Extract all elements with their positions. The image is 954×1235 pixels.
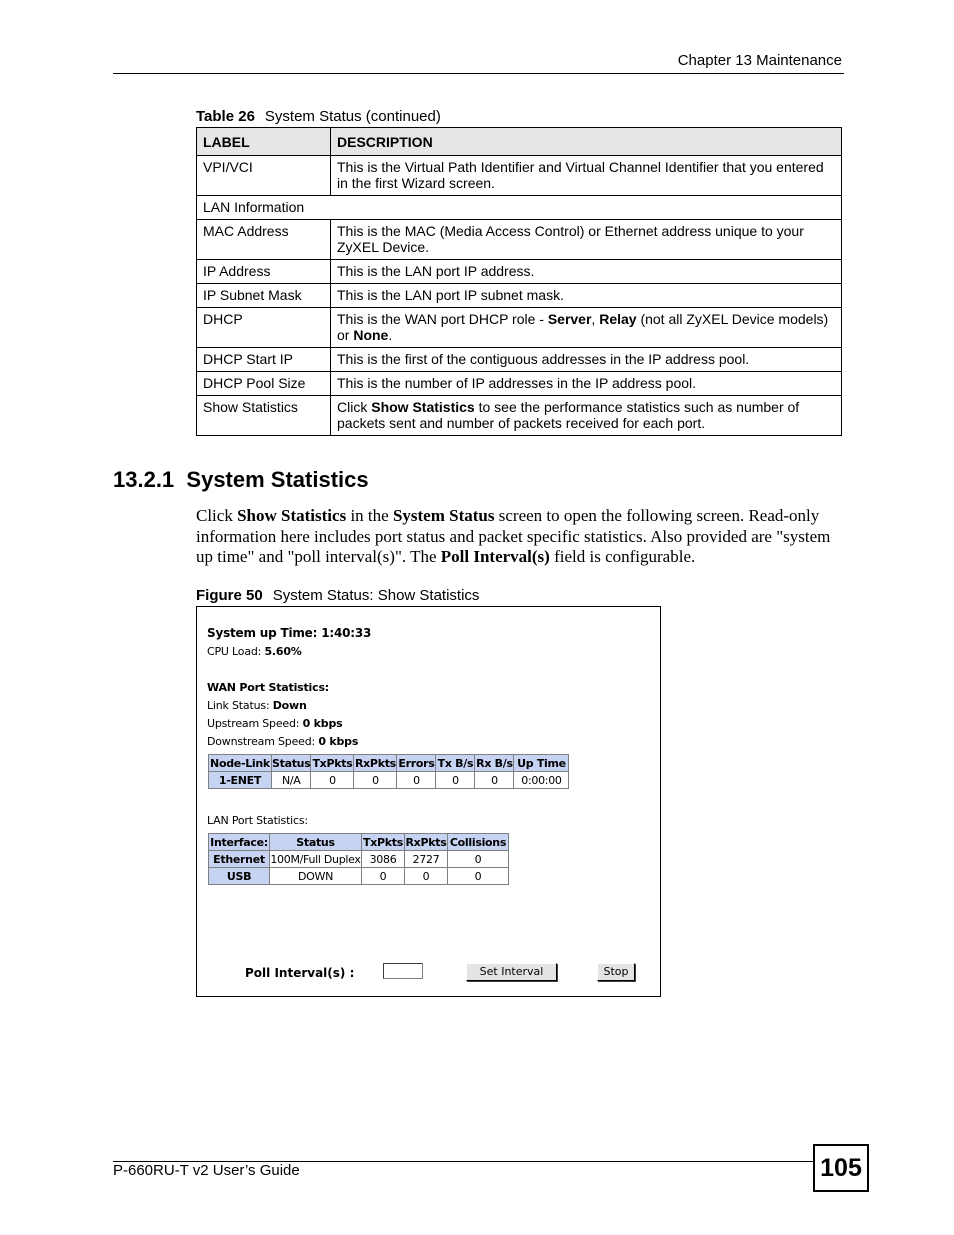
- row-description: This is the LAN port IP address.: [331, 260, 842, 284]
- figure-caption-number: Figure 50: [196, 587, 263, 604]
- desc-bold: Show Statistics: [371, 399, 475, 415]
- wan-col-header: RxPkts: [354, 756, 396, 770]
- desc-text: Click: [337, 399, 372, 415]
- table-caption: [196, 108, 441, 125]
- wan-col-header: Tx B/s: [437, 756, 474, 770]
- link-value: Down: [272, 699, 307, 712]
- table-row: [197, 196, 842, 220]
- wan-cell: N/A: [272, 772, 311, 789]
- lan-col-header: RxPkts: [405, 835, 447, 849]
- poll-interval-input[interactable]: [383, 963, 423, 979]
- table-caption-text: System Status (continued): [264, 108, 441, 125]
- table-row: [209, 868, 509, 885]
- para-text: screen to open the following screen. Read-only information here includes port status and packet specific statistics. Also provided are "system up time" and "poll interval(s)". The: [196, 506, 831, 566]
- wan-title: [207, 681, 329, 694]
- downstream-line: [207, 735, 358, 748]
- row-description: This is the first of the contiguous addresses in the IP address pool.: [331, 348, 842, 372]
- row-label: IP Address: [197, 260, 331, 284]
- footer-guide-title: P-660RU-T v2 User’s Guide: [113, 1162, 300, 1179]
- section-paragraph: [196, 506, 844, 568]
- row-description: This is the MAC (Media Access Control) or Ethernet address unique to your ZyXEL Device.: [331, 220, 842, 260]
- downstream-label: Downstream Speed:: [207, 735, 316, 748]
- wan-col-header: Rx B/s: [476, 756, 513, 770]
- section-title: System Statistics: [186, 467, 369, 492]
- row-description: [331, 396, 842, 436]
- table-row: [197, 348, 842, 372]
- lan-col-header: Collisions: [448, 834, 509, 851]
- desc-bold: Relay: [599, 311, 637, 327]
- row-label: DHCP Pool Size: [197, 372, 331, 396]
- label-header: LABEL: [197, 128, 331, 156]
- wan-col-header: Errors: [398, 756, 435, 770]
- figure-caption: [196, 587, 479, 604]
- upstream-label: Upstream Speed:: [207, 717, 300, 730]
- set-interval-button[interactable]: Set Interval: [466, 963, 557, 981]
- table-row: [209, 772, 569, 789]
- table-row: [197, 308, 842, 348]
- table-caption-number: Table 26: [196, 108, 255, 125]
- lan-col-header: TxPkts: [363, 835, 403, 849]
- lan-col-header: Status: [270, 834, 362, 851]
- uptime-value: 1:40:33: [321, 626, 372, 640]
- row-description: [331, 308, 842, 348]
- para-bold: Show Statistics: [237, 506, 347, 525]
- uptime-label: System up Time:: [207, 626, 318, 640]
- table-row: [197, 260, 842, 284]
- lan-title: LAN Port Statistics:: [207, 814, 308, 827]
- wan-cell: 0:00:00: [514, 772, 569, 789]
- desc-text: .: [388, 327, 393, 343]
- link-label: Link Status:: [207, 699, 270, 712]
- wan-cell: 0: [475, 772, 514, 789]
- row-description: This is the Virtual Path Identifier and Virtual Channel Identifier that you entered in the first Wizard screen.: [331, 156, 842, 196]
- wan-header-row: [209, 755, 569, 772]
- stop-button[interactable]: Stop: [597, 963, 635, 981]
- uptime-line: [207, 626, 371, 640]
- row-label: DHCP Start IP: [197, 348, 331, 372]
- row-label: VPI/VCI: [197, 156, 331, 196]
- lan-cell: DOWN: [270, 868, 362, 885]
- wan-cell: 0: [311, 772, 354, 789]
- downstream-value: 0 kbps: [318, 735, 359, 748]
- section-heading: [113, 467, 369, 493]
- desc-bold: None: [353, 327, 389, 343]
- link-status-line: [207, 699, 307, 712]
- lan-stats-table: [208, 833, 509, 885]
- para-text: Click: [196, 506, 238, 525]
- lan-col-header: Interface:: [210, 835, 268, 849]
- wan-node-link: 1-ENET: [209, 772, 272, 789]
- table-row: [197, 156, 842, 196]
- wan-col-header: Up Time: [514, 755, 569, 772]
- para-text: field is configurable.: [549, 547, 696, 566]
- lan-interface: USB: [209, 868, 270, 885]
- wan-stats-table: [208, 754, 569, 789]
- para-text: in the: [346, 506, 393, 525]
- table-row: [197, 284, 842, 308]
- poll-interval-label: Poll Interval(s) :: [245, 966, 355, 980]
- figure-caption-text: System Status: Show Statistics: [272, 587, 480, 604]
- statistics-screen: [196, 606, 661, 997]
- wan-cell: 0: [397, 772, 436, 789]
- wan-col-header: TxPkts: [312, 756, 353, 770]
- lan-cell: 0: [405, 868, 448, 885]
- row-section-label: LAN Information: [197, 196, 842, 220]
- para-bold: System Status: [392, 506, 495, 525]
- wan-col-header: Node-Link: [210, 756, 270, 770]
- row-label: DHCP: [197, 308, 331, 348]
- table-row: [209, 851, 509, 868]
- row-description: This is the LAN port IP subnet mask.: [331, 284, 842, 308]
- system-status-table: [196, 127, 842, 436]
- upstream-line: [207, 717, 342, 730]
- wan-title-text: WAN Port Statistics:: [207, 681, 329, 694]
- desc-text: (not all ZyXEL Device models) or: [337, 311, 829, 343]
- desc-text: This is the WAN port DHCP role -: [337, 311, 548, 327]
- section-number: 13.2.1: [113, 467, 175, 492]
- page-number: 105: [813, 1144, 869, 1192]
- header-rule: [113, 73, 844, 74]
- cpu-value: 5.60%: [264, 645, 302, 658]
- table-row: [197, 220, 842, 260]
- row-label: IP Subnet Mask: [197, 284, 331, 308]
- cpu-line: [207, 645, 302, 658]
- lan-cell: 0: [362, 868, 405, 885]
- wan-cell: 0: [354, 772, 397, 789]
- row-label: MAC Address: [197, 220, 331, 260]
- upstream-value: 0 kbps: [302, 717, 343, 730]
- lan-cell: 0: [448, 851, 509, 868]
- row-label: Show Statistics: [197, 396, 331, 436]
- lan-interface: Ethernet: [209, 851, 270, 868]
- desc-bold: Server: [547, 311, 592, 327]
- desc-text: ,: [591, 311, 600, 327]
- lan-cell: 3086: [362, 851, 405, 868]
- row-description: This is the number of IP addresses in the IP address pool.: [331, 372, 842, 396]
- table-row: [197, 372, 842, 396]
- lan-cell: 0: [448, 868, 509, 885]
- chapter-header: Chapter 13 Maintenance: [677, 52, 842, 69]
- table-header-row: [197, 128, 842, 156]
- lan-cell: 2727: [405, 851, 448, 868]
- wan-cell: 0: [436, 772, 475, 789]
- wan-col-header: Status: [272, 756, 311, 770]
- desc-text: to see the performance statistics such as number of packets sent and number of packets received for each port.: [337, 399, 800, 431]
- description-header: DESCRIPTION: [331, 128, 842, 156]
- lan-cell: 100M/Full Duplex: [270, 852, 361, 866]
- lan-header-row: [209, 834, 509, 851]
- cpu-label: CPU Load:: [207, 645, 262, 658]
- table-row: [197, 396, 842, 436]
- para-bold: Poll Interval(s): [440, 547, 550, 566]
